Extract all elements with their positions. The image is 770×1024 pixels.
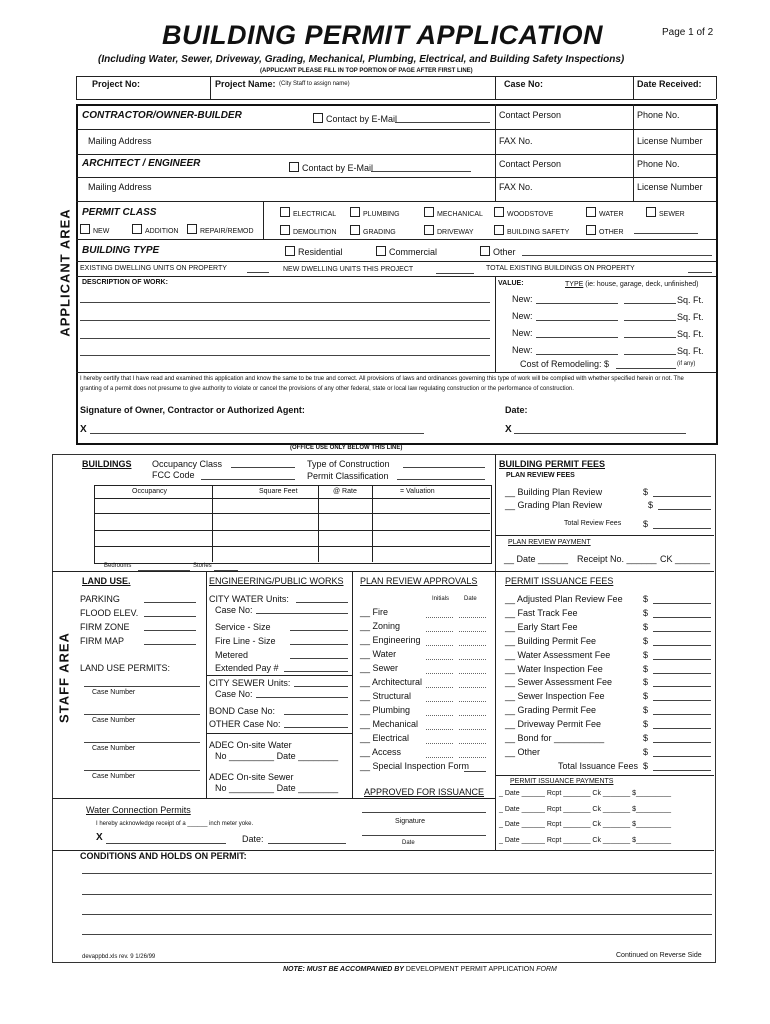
architect-contact-person-label: Contact Person <box>499 159 562 169</box>
fees-heading: BUILDING PERMIT FEES <box>499 459 606 469</box>
description-label: DESCRIPTION OF WORK: <box>82 279 168 286</box>
sqft-label-1: Sq. Ft. <box>677 295 704 305</box>
applicant-area-label: APPLICANT AREA <box>57 208 73 337</box>
sqft-label-3: Sq. Ft. <box>677 329 704 339</box>
stories-label: Stories <box>193 563 212 569</box>
existing-units-label: EXISTING DWELLING UNITS ON PROPERTY <box>80 265 227 272</box>
service-size-label: Service - Size <box>215 622 271 632</box>
fcc-code-label: FCC Code <box>152 470 195 480</box>
approval-item: __ Water <box>360 649 397 659</box>
approval-item: __ Special Inspection Form <box>360 761 470 771</box>
new-sqft-row-3: New: <box>512 328 533 338</box>
signature-line[interactable] <box>90 433 424 434</box>
approval-item: __ Architectural <box>360 677 423 687</box>
bedrooms-label: Bedrooms <box>104 563 132 569</box>
residential-checkbox[interactable]: Residential <box>285 246 343 257</box>
building-type-heading: BUILDING TYPE <box>82 245 160 256</box>
sqft-label-2: Sq. Ft. <box>677 312 704 322</box>
plan-review-fees-heading: PLAN REVIEW FEES <box>506 472 575 479</box>
fire-line-label: Fire Line - Size <box>215 636 276 646</box>
case-number-label-1: Case Number <box>92 689 136 696</box>
case-number-label-3: Case Number <box>92 745 136 752</box>
signature-label: Signature of Owner, Contractor or Authorized Agent: <box>80 405 305 415</box>
footer-note: NOTE: MUST BE ACCOMPANIED BY DEVELOPMENT PERMIT APPLICATION FORM <box>283 966 557 973</box>
approval-item: __ Mechanical <box>360 719 419 729</box>
total-issuance-fees-label: Total Issuance Fees <box>558 761 639 771</box>
applicant-instruction: (APPLICANT PLEASE FILL IN TOP PORTION OF PAGE AFTER FIRST LINE) <box>260 68 473 74</box>
page-number: Page 1 of 2 <box>662 27 714 38</box>
new-sqft-row-4: New: <box>512 345 533 355</box>
architect-mailing-label: Mailing Address <box>88 182 152 192</box>
case-no-label: Case No: <box>504 79 544 89</box>
plan-review-payment-heading: PLAN REVIEW PAYMENT <box>508 539 591 546</box>
land-use-heading: LAND USE. <box>82 576 131 586</box>
fax-no-label: FAX No. <box>499 136 533 146</box>
issuance-fee-item: __ Bond for __________ <box>505 733 605 743</box>
fee-dollar: $ <box>643 733 649 743</box>
project-name-hint: (City Staff to assign name) <box>279 81 350 87</box>
demolition-checkbox[interactable]: DEMOLITION <box>280 225 337 236</box>
occupancy-table <box>94 485 492 564</box>
issuance-fee-item: __ Other <box>505 746 541 757</box>
occ-header-occupancy: Occupancy <box>132 488 168 495</box>
staff-area-label: STAFF AREA <box>56 632 72 723</box>
phone-no-label: Phone No. <box>637 110 680 120</box>
sewer-checkbox[interactable]: SEWER <box>646 207 685 218</box>
date-col-label: Date <box>464 596 477 602</box>
fee-dollar: $ <box>643 705 649 716</box>
water-signature-line[interactable] <box>106 843 226 844</box>
license-number-label: License Number <box>637 136 703 146</box>
case-number-label-2: Case Number <box>92 717 136 724</box>
payment-row: _ Date ______ Rcpt _______ Ck _______ $_________ <box>499 790 672 797</box>
firm-zone-label: FIRM ZONE <box>80 622 130 632</box>
new-sqft-row-2: New: <box>512 311 533 321</box>
permit-class-heading: PERMIT CLASS <box>82 207 157 218</box>
form-subtitle: (Including Water, Sewer, Driveway, Grading, Mechanical, Plumbing, Electrical, and Building Safety Inspections) <box>98 54 625 65</box>
other-case-label: OTHER Case No: <box>209 719 281 729</box>
occ-header-sqft: Square Feet <box>259 488 298 495</box>
fee-dollar: $ <box>643 607 649 618</box>
approved-issuance-heading: APPROVED FOR ISSUANCE <box>364 787 485 797</box>
new-units-label: NEW DWELLING UNITS THIS PROJECT <box>283 266 414 273</box>
plan-review-approvals-heading: PLAN REVIEW APPROVALS <box>360 576 478 586</box>
office-use-label: (OFFICE USE ONLY BELOW THIS LINE) <box>290 445 403 451</box>
adec-water-label: ADEC On-site Water <box>209 740 292 750</box>
permit-classification-label: Permit Classification <box>307 471 389 481</box>
payment-date-row: __ Date ______ <box>504 554 569 564</box>
fee-dollar: $ <box>643 663 649 674</box>
receipt-no-label: Receipt No. ______ <box>577 554 657 564</box>
total-review-dollar: $ <box>643 519 649 529</box>
project-no-label: Project No: <box>92 79 141 89</box>
signature-x: X <box>80 424 87 435</box>
permit-issuance-fees-heading: PERMIT ISSUANCE FEES <box>505 576 614 586</box>
cost-remodel-label: Cost of Remodeling: $ <box>520 359 610 369</box>
issuance-fee-item: __ Grading Permit Fee <box>505 705 597 716</box>
fee-dollar: $ <box>643 677 649 688</box>
fee-dollar: $ <box>643 635 649 646</box>
payment-row: _ Date ______ Rcpt _______ Ck _______ $_________ <box>499 836 672 844</box>
architect-fax-label: FAX No. <box>499 182 533 192</box>
water-x: X <box>96 832 103 843</box>
grading-plan-review-row: __ Grading Plan Review <box>505 500 603 510</box>
extended-pay-label: Extended Pay # <box>215 663 279 673</box>
adec-sewer-label: ADEC On-site Sewer <box>209 772 294 782</box>
signature-label-staff: Signature <box>395 818 425 825</box>
payment-row: _ Date ______ Rcpt _______ Ck _______ $_________ <box>499 805 672 813</box>
date-label: Date: <box>505 405 528 415</box>
water-checkbox[interactable]: WATER <box>586 207 624 218</box>
woodstove-checkbox[interactable]: WOODSTOVE <box>494 207 553 218</box>
mailing-address-label: Mailing Address <box>88 136 152 146</box>
city-sewer-units-label: CITY SEWER Units: <box>209 678 291 688</box>
initials-label: Initials <box>432 596 450 602</box>
date-line[interactable] <box>514 433 686 434</box>
architect-heading: ARCHITECT / ENGINEER <box>82 158 201 169</box>
architect-phone-no-label: Phone No. <box>637 159 680 169</box>
fee-dollar: $ <box>643 719 649 730</box>
contact-person-label: Contact Person <box>499 110 562 120</box>
date-received-label: Date Received: <box>637 79 702 89</box>
issuance-fee-item: __ Water Inspection Fee <box>505 663 603 674</box>
if-any-label: (if any) <box>677 361 696 367</box>
case-number-label-4: Case Number <box>92 773 136 780</box>
project-name-label: Project Name: <box>215 79 276 89</box>
fee-dollar: $ <box>643 691 649 702</box>
fee-dollar: $ <box>643 594 649 604</box>
ck-label: CK _______ <box>660 554 711 564</box>
building-plan-review-row: __ Building Plan Review <box>505 487 603 497</box>
issuance-fee-item: __ Adjusted Plan Review Fee <box>505 594 623 604</box>
flood-elev-label: FLOOD ELEV. <box>80 608 139 618</box>
new-sqft-row-1: New: <box>512 294 533 304</box>
permit-issuance-payments-heading: PERMIT ISSUANCE PAYMENTS <box>510 778 614 785</box>
occupancy-class-label: Occupancy Class <box>152 459 223 469</box>
water-case-no-label: Case No: <box>215 605 253 615</box>
occ-header-rate: @ Rate <box>333 488 357 495</box>
footer-file: devappbd.xls rev. 9 1/26/99 <box>82 954 156 960</box>
fee-dollar: $ <box>643 746 649 757</box>
land-use-permits-label: LAND USE PERMITS: <box>80 663 171 673</box>
certification-text: I hereby certify that I have read and examined this application and know the same to be true and correct. All provisions of laws and ordinances governing this type of work will be complied with whether specified herein or not. The granting of a permit does not presume to give authority to violate or cancel the provisions of any other federal, state or local law regulating construction or the performance of construction. <box>80 376 684 392</box>
total-review-fees-label: Total Review Fees <box>564 520 622 527</box>
new-checkbox[interactable]: NEW <box>80 224 109 235</box>
building-plan-review-dollar: $ <box>643 487 649 497</box>
total-issuance-dollar: $ <box>643 761 649 771</box>
grading-plan-review-dollar: $ <box>648 500 654 510</box>
issuance-fee-item: __ Early Start Fee <box>505 621 578 632</box>
payment-row: _ Date ______ Rcpt _______ Ck _______ $_________ <box>499 821 672 828</box>
repair-checkbox[interactable]: REPAIR/REMOD <box>187 224 254 235</box>
sqft-label-4: Sq. Ft. <box>677 346 704 356</box>
value-label: VALUE: <box>498 280 524 287</box>
plumbing-checkbox[interactable]: PLUMBING <box>350 207 400 218</box>
type-label: TYPE (ie: house, garage, deck, unfinished) <box>565 281 699 288</box>
approval-item: __ Electrical <box>360 733 410 743</box>
issuance-fee-item: __ Fast Track Fee <box>505 607 578 618</box>
parking-label: PARKING <box>80 594 120 604</box>
approval-item: __ Fire <box>360 607 389 617</box>
engineering-heading: ENGINEERING/PUBLIC WORKS <box>209 576 344 586</box>
approval-item: __ Structural <box>360 691 412 701</box>
issuance-fee-item: __ Sewer Inspection Fee <box>505 691 605 702</box>
adec-water-no-row: No _________ Date ________ <box>215 751 339 761</box>
buildings-heading: BUILDINGS <box>82 459 132 469</box>
water-date-label: Date: <box>242 834 264 844</box>
acknowledge-text: I hereby acknowledge receipt of a ______ inch meter yoke. <box>96 821 254 827</box>
other-checkbox[interactable]: OTHER <box>586 225 624 236</box>
contractor-heading: CONTRACTOR/OWNER-BUILDER <box>82 110 242 121</box>
approval-item: __ Zoning <box>360 621 401 631</box>
type-construction-label: Type of Construction <box>307 459 390 469</box>
date-x: X <box>505 424 512 435</box>
water-date-line[interactable] <box>268 843 346 844</box>
sewer-case-no-label: Case No: <box>215 689 253 699</box>
addition-checkbox[interactable]: ADDITION <box>132 224 178 235</box>
conditions-heading: CONDITIONS AND HOLDS ON PERMIT: <box>80 851 247 861</box>
metered-label: Metered <box>215 650 249 660</box>
fee-dollar: $ <box>643 649 649 660</box>
commercial-checkbox[interactable]: Commercial <box>376 246 437 257</box>
issuance-fee-item: __ Driveway Permit Fee <box>505 719 602 730</box>
driveway-checkbox[interactable]: DRIVEWAY <box>424 225 474 236</box>
issuance-fee-item: __ Water Assessment Fee <box>505 649 611 660</box>
architect-email-checkbox[interactable]: Contact by E-Mail <box>289 162 373 173</box>
continued-label: Continued on Reverse Side <box>616 952 702 959</box>
adec-sewer-no-row: No _________ Date ________ <box>215 783 339 793</box>
contractor-email-checkbox[interactable]: Contact by E-Mail <box>313 113 397 124</box>
issuance-fee-item: __ Sewer Assessment Fee <box>505 677 613 688</box>
firm-map-label: FIRM MAP <box>80 636 124 646</box>
city-water-units-label: CITY WATER Units: <box>209 594 289 604</box>
electrical-checkbox[interactable]: ELECTRICAL <box>280 207 336 218</box>
grading-checkbox[interactable]: GRADING <box>350 225 396 236</box>
architect-license-label: License Number <box>637 182 703 192</box>
approval-item: __ Plumbing <box>360 705 411 715</box>
issuance-fee-item: __ Building Permit Fee <box>505 635 597 646</box>
building-safety-checkbox[interactable]: BUILDING SAFETY <box>494 225 569 236</box>
occ-header-valuation: = Valuation <box>400 488 435 495</box>
other-type-checkbox[interactable]: Other <box>480 246 516 257</box>
approval-item: __ Engineering <box>360 635 421 645</box>
mechanical-checkbox[interactable]: MECHANICAL <box>424 207 483 218</box>
approval-item: __ Sewer <box>360 663 399 673</box>
fee-dollar: $ <box>643 621 649 632</box>
approval-date-label: Date <box>402 840 415 846</box>
bond-case-label: BOND Case No: <box>209 706 276 716</box>
total-existing-label: TOTAL EXISTING BUILDINGS ON PROPERTY <box>486 265 635 272</box>
form-title: BUILDING PERMIT APPLICATION <box>162 20 603 50</box>
water-connection-heading: Water Connection Permits <box>86 805 191 815</box>
approval-item: __ Access <box>360 747 402 757</box>
